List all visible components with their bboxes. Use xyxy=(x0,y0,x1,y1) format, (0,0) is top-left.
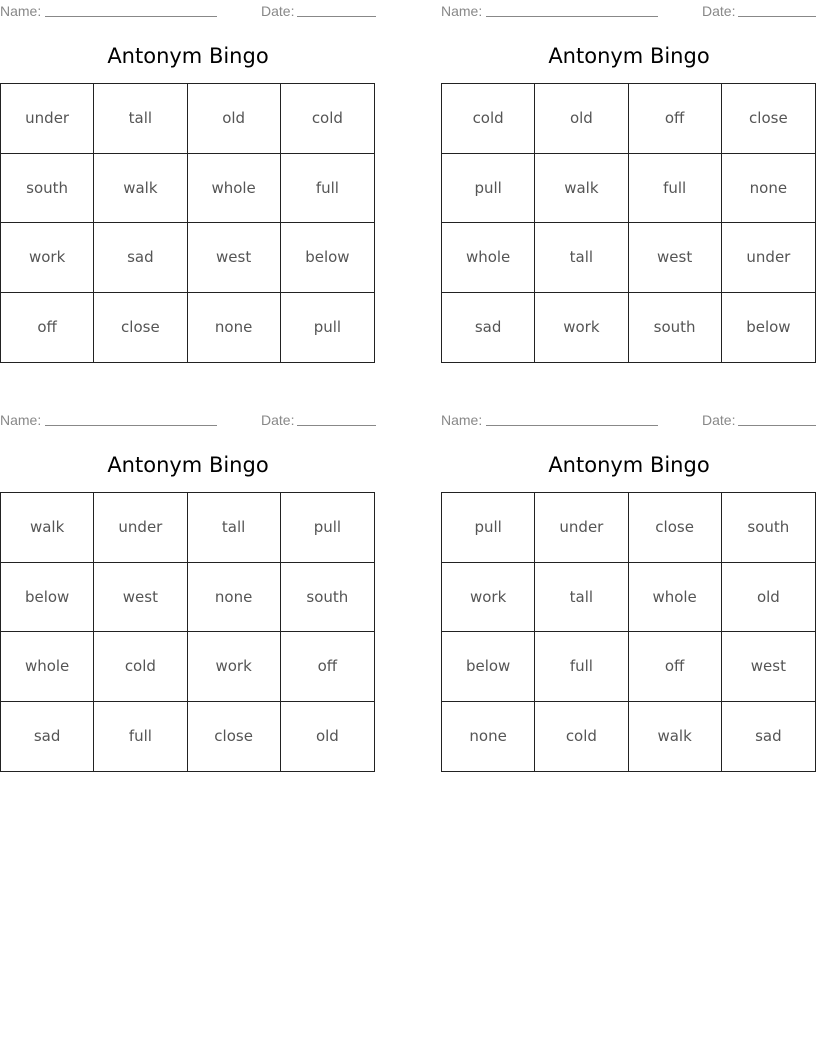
bingo-cell: sad xyxy=(442,293,535,363)
bingo-cell: pull xyxy=(281,493,374,563)
date-field-line xyxy=(738,425,816,426)
card-header xyxy=(0,412,376,428)
bingo-cell: tall xyxy=(535,223,628,293)
bingo-cell: none xyxy=(722,154,815,224)
bingo-cell: whole xyxy=(188,154,281,224)
bingo-cell: cold xyxy=(442,84,535,154)
bingo-cell: off xyxy=(629,84,722,154)
bingo-cell: south xyxy=(722,493,815,563)
bingo-cell: sad xyxy=(1,702,94,772)
bingo-cell: whole xyxy=(1,632,94,702)
name-label: Name: xyxy=(441,3,483,19)
bingo-cell: full xyxy=(94,702,187,772)
bingo-cell: pull xyxy=(313,318,342,337)
bingo-cell: west xyxy=(722,632,815,702)
bingo-cell: under xyxy=(1,84,94,154)
bingo-cell: walk xyxy=(629,702,722,772)
bingo-cell: below xyxy=(1,563,94,633)
card-title: Antonym Bingo xyxy=(548,453,710,477)
date-field-line xyxy=(738,16,816,17)
name-label: Name: xyxy=(0,412,42,428)
bingo-cell: tall xyxy=(94,84,187,154)
name-field-line xyxy=(45,425,217,426)
bingo-cell: off xyxy=(1,293,94,363)
bingo-cell: old xyxy=(535,84,628,154)
name-field-line xyxy=(486,16,658,17)
bingo-cell: under xyxy=(722,223,815,293)
date-field-line xyxy=(297,425,376,426)
bingo-grid xyxy=(0,492,375,772)
bingo-cell: full xyxy=(281,154,374,224)
bingo-cell: work xyxy=(442,563,535,633)
bingo-cell: under xyxy=(94,493,187,563)
bingo-cell: south xyxy=(281,563,374,633)
bingo-cell: full xyxy=(535,632,628,702)
bingo-cell: old xyxy=(315,727,339,746)
name-field-line xyxy=(45,16,217,17)
bingo-cell: west xyxy=(629,223,722,293)
bingo-cell: sad xyxy=(94,223,187,293)
bingo-cell: south xyxy=(629,293,722,363)
bingo-cell: close xyxy=(188,702,281,772)
card-title: Antonym Bingo xyxy=(548,44,710,68)
bingo-grid xyxy=(441,492,816,772)
bingo-cell: cold xyxy=(281,84,374,154)
date-field-line xyxy=(297,16,376,17)
bingo-cell: walk xyxy=(94,154,187,224)
bingo-cell: work xyxy=(1,223,94,293)
bingo-cell: tall xyxy=(535,563,628,633)
card-title: Antonym Bingo xyxy=(107,453,269,477)
bingo-cell: whole xyxy=(629,563,722,633)
bingo-cell: close xyxy=(629,493,722,563)
bingo-cell: none xyxy=(188,563,281,633)
bingo-cell: close xyxy=(722,84,815,154)
date-label: Date: xyxy=(702,412,736,428)
card-header xyxy=(441,3,816,19)
bingo-cell: cold xyxy=(535,702,628,772)
bingo-cell: old xyxy=(722,563,815,633)
bingo-cell: none xyxy=(188,293,281,363)
bingo-cell: west xyxy=(188,223,281,293)
bingo-cell: under xyxy=(535,493,628,563)
date-label: Date: xyxy=(261,3,295,19)
bingo-cell: pull xyxy=(442,493,535,563)
name-label: Name: xyxy=(441,412,483,428)
bingo-cell: none xyxy=(442,702,535,772)
bingo-cell: full xyxy=(629,154,722,224)
bingo-cell: pull xyxy=(442,154,535,224)
bingo-cell: below xyxy=(281,223,374,293)
bingo-cell: off xyxy=(629,632,722,702)
bingo-cell: work xyxy=(535,293,628,363)
bingo-cell: off xyxy=(281,632,374,702)
bingo-cell: walk xyxy=(1,493,94,563)
bingo-cell: sad xyxy=(755,727,782,746)
date-label: Date: xyxy=(702,3,736,19)
bingo-cell: west xyxy=(94,563,187,633)
bingo-cell: walk xyxy=(535,154,628,224)
bingo-cell: tall xyxy=(188,493,281,563)
name-label: Name: xyxy=(0,3,42,19)
card-header xyxy=(0,3,376,19)
bingo-cell: whole xyxy=(442,223,535,293)
bingo-cell: cold xyxy=(94,632,187,702)
bingo-cell: work xyxy=(188,632,281,702)
card-header xyxy=(441,412,816,428)
bingo-cell: below xyxy=(746,318,791,337)
bingo-cell: old xyxy=(188,84,281,154)
bingo-grid xyxy=(0,83,375,363)
bingo-cell: south xyxy=(1,154,94,224)
bingo-cell: close xyxy=(94,293,187,363)
card-title: Antonym Bingo xyxy=(107,44,269,68)
name-field-line xyxy=(486,425,658,426)
date-label: Date: xyxy=(261,412,295,428)
bingo-grid xyxy=(441,83,816,363)
bingo-cell: below xyxy=(442,632,535,702)
